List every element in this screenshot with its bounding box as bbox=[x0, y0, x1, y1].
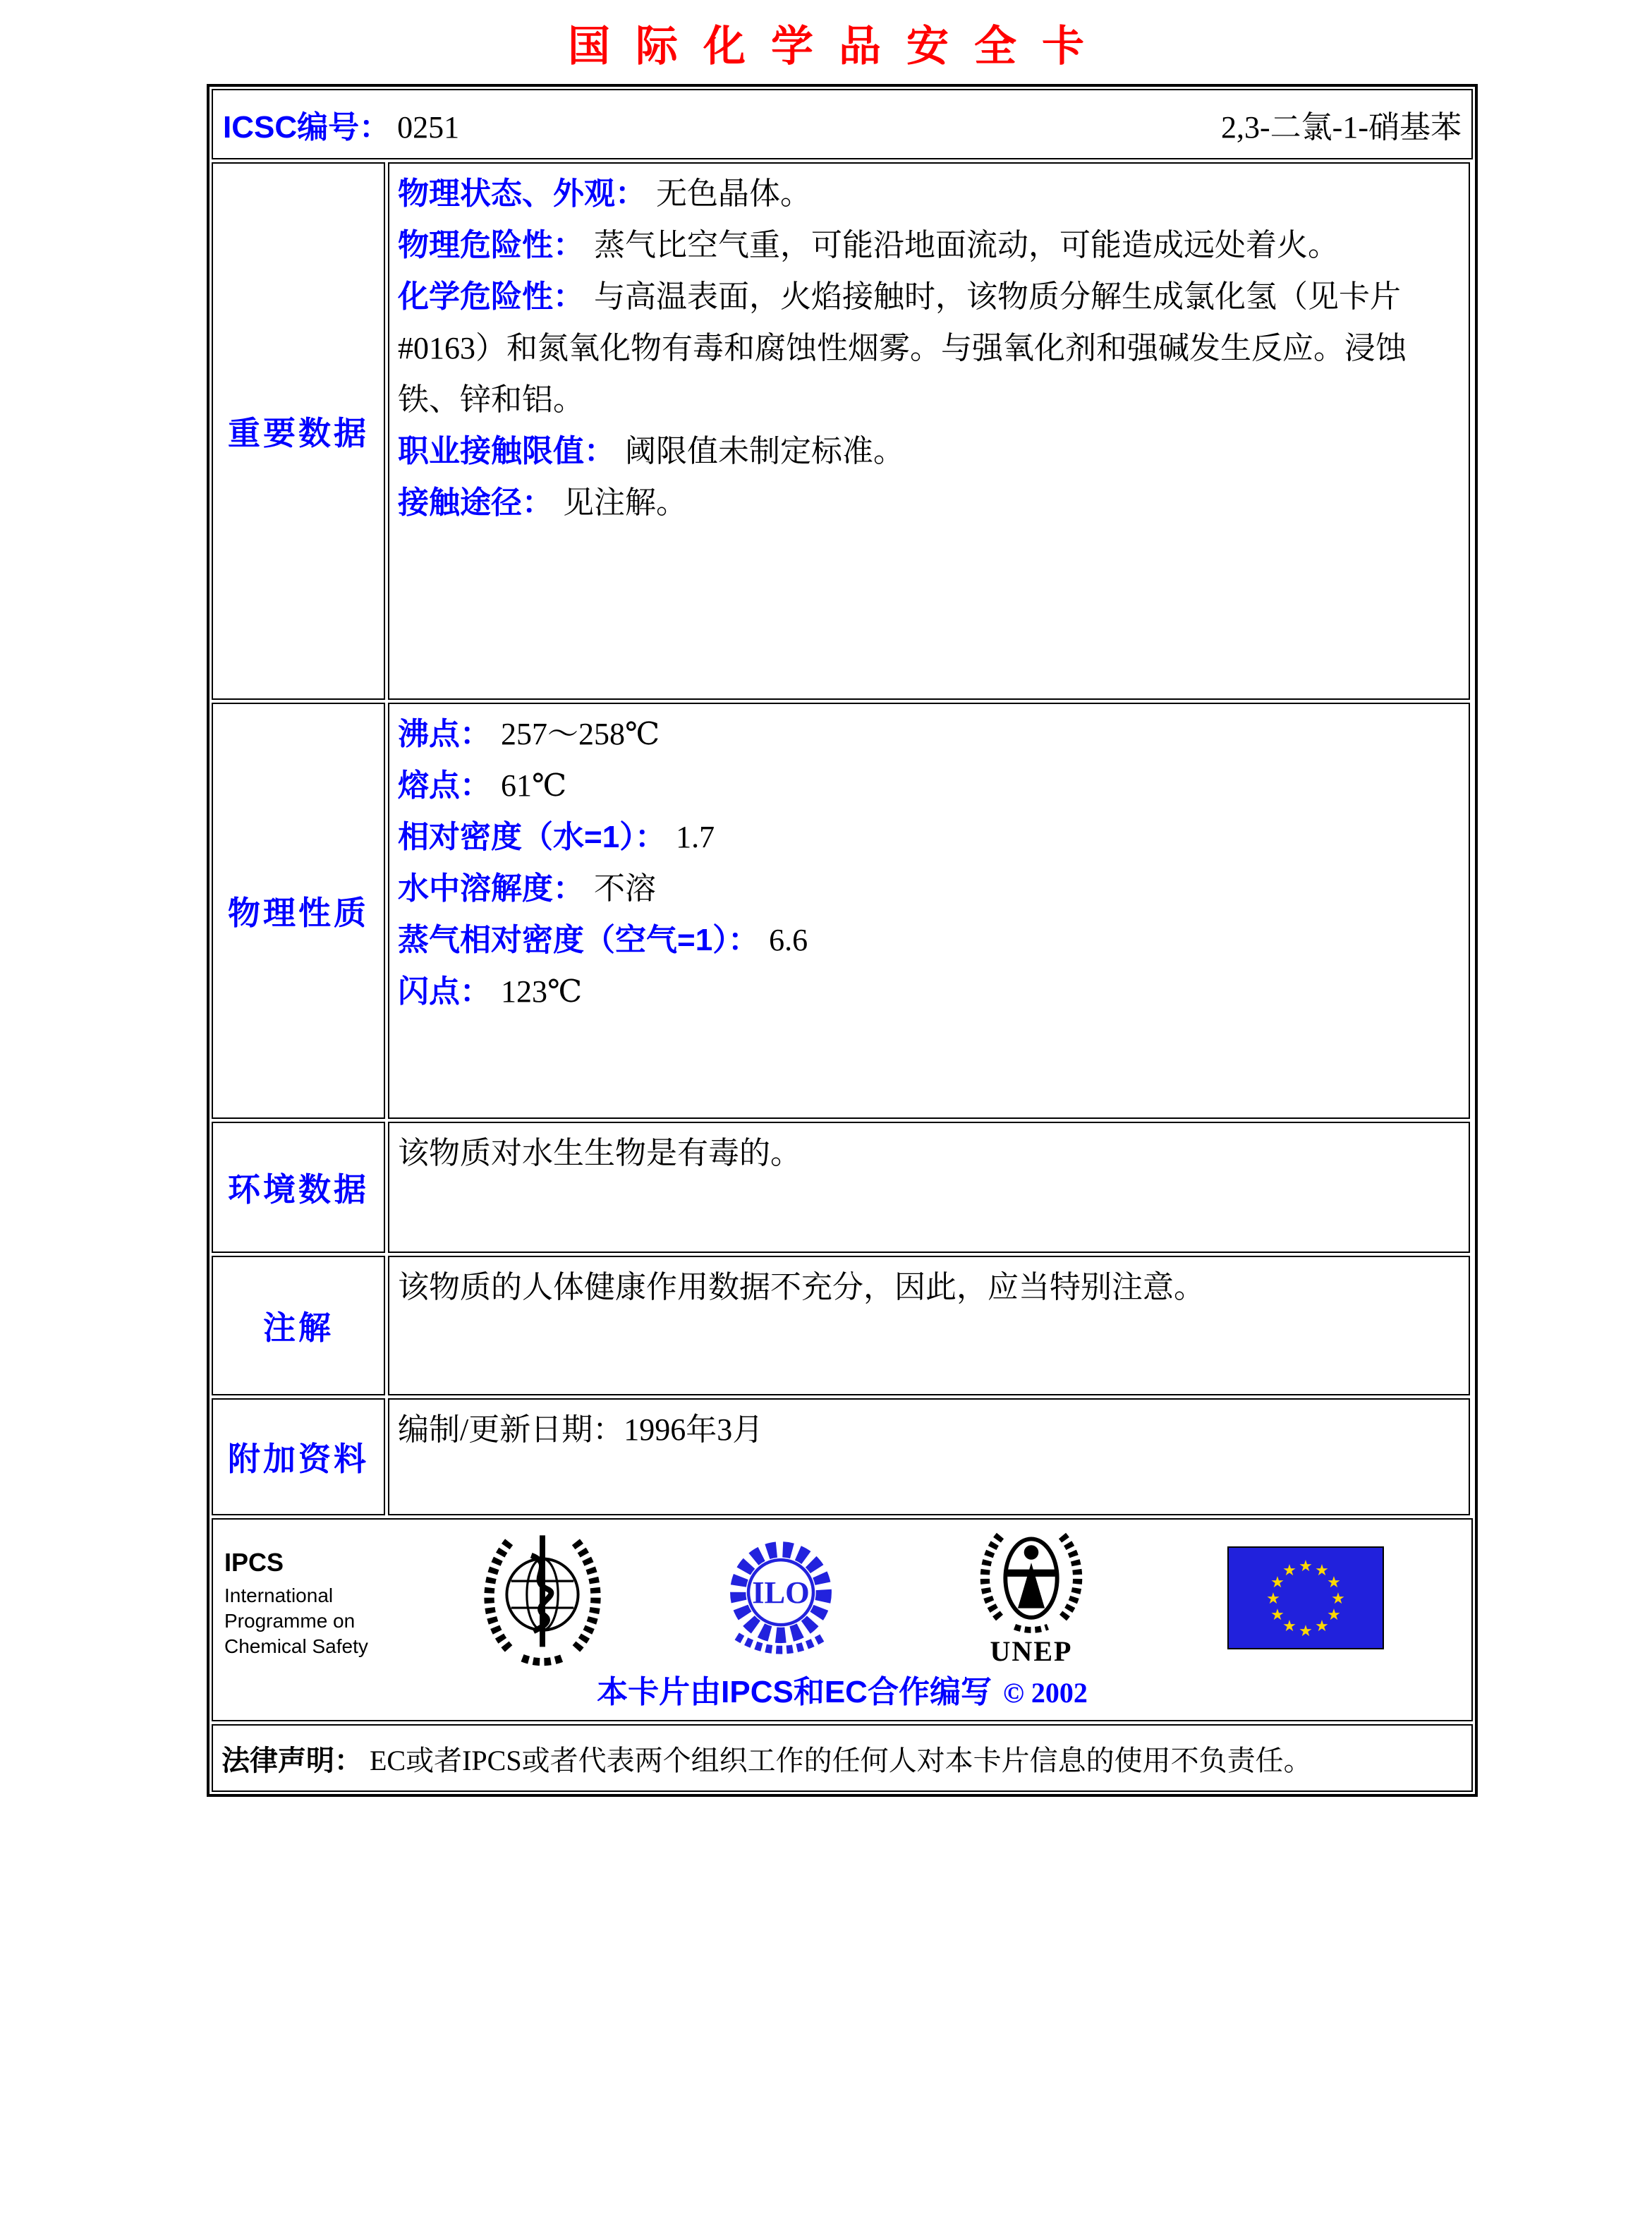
copyright-year: © 2002 bbox=[1002, 1677, 1088, 1709]
section-label-notes: 注解 bbox=[212, 1256, 385, 1395]
unep-label: UNEP bbox=[990, 1635, 1073, 1667]
section-text: 该物质的人体健康作用数据不充分，因此，应当特别注意。 bbox=[398, 1270, 1205, 1304]
ipcs-subtitle-line: International bbox=[224, 1584, 334, 1606]
credit-text: 本卡片由IPCS和EC合作编写 bbox=[597, 1675, 992, 1709]
item-label: 编制/更新日期： bbox=[398, 1412, 624, 1447]
item-value: 蒸气比空气重，可能沿地面流动，可能造成远处着火。 bbox=[594, 228, 1339, 262]
item-label: 职业接触限值： bbox=[398, 434, 615, 468]
who-logo-icon bbox=[475, 1531, 609, 1669]
safety-card bbox=[207, 84, 1478, 1797]
item-label: 水中溶解度： bbox=[398, 871, 584, 906]
item-label: 沸点： bbox=[398, 717, 491, 751]
item-value: 阈限值未制定标准。 bbox=[625, 434, 904, 468]
credit-line bbox=[213, 1666, 1471, 1711]
section-label-environmental-data: 环境数据 bbox=[212, 1122, 385, 1253]
chemical-name: 2,3-二氯-1-硝基苯 bbox=[1221, 110, 1462, 145]
legal-text: EC或者IPCS或者代表两个组织工作的任何人对本卡片信息的使用不负责任。 bbox=[370, 1744, 1312, 1776]
section-label-physical-properties: 物理性质 bbox=[212, 703, 385, 1119]
eu-flag-icon bbox=[1227, 1546, 1384, 1649]
svg-text:★: ★ bbox=[1299, 1623, 1313, 1640]
icsc-number-label: ICSC编号： bbox=[223, 110, 391, 145]
labeled-line bbox=[398, 914, 1460, 966]
labeled-line bbox=[398, 966, 1460, 1017]
item-label: 化学危险性： bbox=[398, 279, 584, 314]
section-content-important-data bbox=[388, 162, 1470, 700]
item-value: 123℃ bbox=[501, 974, 583, 1009]
logos-row bbox=[212, 1518, 1473, 1721]
section-text: 该物质对水生生物是有毒的。 bbox=[398, 1136, 801, 1170]
ipcs-heading-block bbox=[224, 1548, 368, 1659]
item-value: 61℃ bbox=[501, 768, 567, 803]
labeled-line bbox=[398, 271, 1460, 425]
svg-text:★: ★ bbox=[1315, 1562, 1329, 1580]
labeled-line bbox=[398, 425, 1460, 477]
page-title: 国际化学品安全卡 bbox=[568, 23, 1110, 70]
section-content-additional-info bbox=[388, 1398, 1470, 1515]
labeled-line bbox=[398, 811, 1460, 863]
item-label: 熔点： bbox=[398, 768, 491, 803]
item-label: 物理危险性： bbox=[398, 228, 584, 262]
svg-text:★: ★ bbox=[1331, 1590, 1345, 1608]
item-value: 见注解。 bbox=[563, 485, 687, 520]
svg-text:★: ★ bbox=[1282, 1562, 1296, 1580]
item-label: 相对密度（水=1）： bbox=[398, 820, 667, 854]
section-content-notes bbox=[388, 1256, 1470, 1395]
svg-text:★: ★ bbox=[1266, 1590, 1280, 1608]
item-value: 1.7 bbox=[676, 820, 715, 854]
svg-text:★: ★ bbox=[1299, 1558, 1313, 1575]
header-row bbox=[212, 89, 1473, 159]
labeled-line bbox=[398, 708, 1460, 760]
ipcs-subtitle-line: Chemical Safety bbox=[224, 1635, 368, 1657]
labeled-line bbox=[398, 168, 1460, 219]
item-label: 闪点： bbox=[398, 974, 491, 1009]
labeled-line bbox=[398, 219, 1460, 271]
item-value: 与高温表面，火焰接触时，该物质分解生成氯化氢（见卡片#0163）和氮氧化物有毒和腐蚀性烟雾。与强氧化剂和强碱发生反应。浸蚀铁、锌和铝。 bbox=[398, 279, 1407, 417]
item-value: 无色晶体。 bbox=[656, 176, 811, 211]
section-label-important-data: 重要数据 bbox=[212, 162, 385, 700]
item-value: 6.6 bbox=[769, 923, 808, 957]
section-content-physical-properties bbox=[388, 703, 1470, 1119]
ilo-logo-icon bbox=[718, 1535, 844, 1666]
item-value: 257～258℃ bbox=[501, 717, 660, 751]
unep-logo-block bbox=[969, 1529, 1093, 1668]
unep-logo-icon bbox=[969, 1529, 1093, 1635]
labeled-line bbox=[398, 863, 1460, 914]
svg-text:★: ★ bbox=[1282, 1618, 1296, 1635]
item-label: 接触途径： bbox=[398, 485, 553, 520]
icsc-number bbox=[223, 102, 459, 147]
item-value: 1996年3月 bbox=[624, 1412, 764, 1447]
ipcs-title: IPCS bbox=[224, 1548, 284, 1577]
icsc-number-value: 0251 bbox=[397, 110, 460, 145]
svg-text:★: ★ bbox=[1315, 1618, 1329, 1635]
svg-text:★: ★ bbox=[1327, 1574, 1341, 1592]
section-label-additional-info: 附加资料 bbox=[212, 1398, 385, 1515]
legal-row bbox=[212, 1724, 1473, 1792]
labeled-line bbox=[398, 1404, 1460, 1455]
item-value: 不溶 bbox=[594, 871, 656, 906]
svg-text:★: ★ bbox=[1270, 1574, 1284, 1592]
legal-label: 法律声明： bbox=[221, 1745, 363, 1776]
svg-text:★: ★ bbox=[1327, 1606, 1341, 1624]
labeled-line bbox=[398, 760, 1460, 811]
labeled-line bbox=[398, 477, 1460, 528]
section-content-environmental-data bbox=[388, 1122, 1470, 1253]
svg-text:★: ★ bbox=[1270, 1606, 1284, 1624]
item-label: 物理状态、外观： bbox=[398, 176, 646, 211]
ipcs-subtitle-line: Programme on bbox=[224, 1610, 356, 1632]
ilo-logo-text: ILO bbox=[752, 1574, 810, 1610]
item-label: 蒸气相对密度（空气=1）： bbox=[398, 923, 760, 957]
